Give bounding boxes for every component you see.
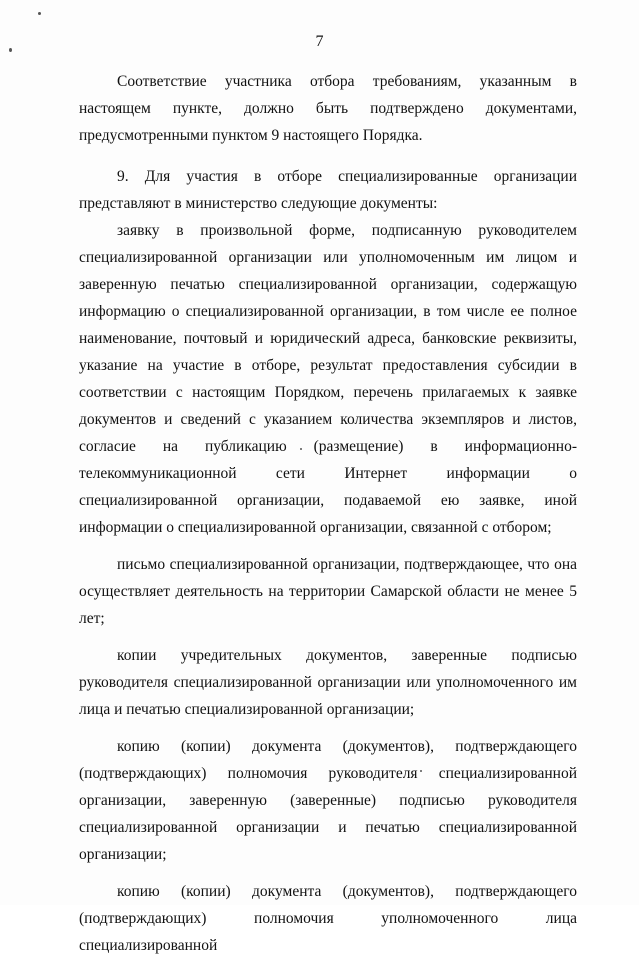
paragraph-compliance: Соответствие участника отбора требованиям, указанным в настоящем пункте, должно быть подтверждено документами, предусмотренными пунктом 9 настоящего Порядка.	[79, 73, 577, 144]
scan-speck	[9, 48, 12, 52]
paragraph-item-9: 9. Для участия в отборе специализированные организации представляют в министерство следующие документы:	[79, 168, 577, 212]
scan-speck	[38, 12, 41, 15]
paragraph-letter: письмо специализированной организации, подтверждающее, что она осуществляет деятельность на территории Самарской области не менее 5 лет;	[79, 556, 577, 627]
paragraph-founding-documents: копии учредительных документов, заверенные подписью руководителя специализированной организации или уполномоченного им лица и печатью специализированной организации;	[79, 647, 577, 718]
page-number: 7	[315, 33, 324, 50]
paragraph-application: заявку в произвольной форме, подписанную руководителем специализированной организации или уполномоченным им лицом и заверенную печатью специализированной организации, содержащую информацию о специализированной организации, в том числе ее полное наименование, почтовый и юридический адреса, банковские реквизиты, указание на участие в отборе, результат предоставления субсидии в соответствии с настоящим Порядком, перечень прилагаемых к заявке документов и сведений с указанием количества экземпляров и листов, согласие на публикацию (размещение) в информационно-телекоммуникационной сети Интернет информации о специализированной организации, подаваемой ею заявке, иной информации о специализированной организации, связанной с отбором;	[79, 222, 577, 536]
paragraph-head-authority: копию (копии) документа (документов), подтверждающего (подтверждающих) полномочия руководителя специализированной организации, заверенную (заверенные) подписью руководителя специализированной организации и печатью специализированной организации;	[79, 738, 577, 863]
paragraph-representative-authority: копию (копии) документа (документов), подтверждающего (подтверждающих) полномочия уполномоченного лица специализированной	[79, 883, 577, 954]
document-body	[79, 68, 577, 959]
